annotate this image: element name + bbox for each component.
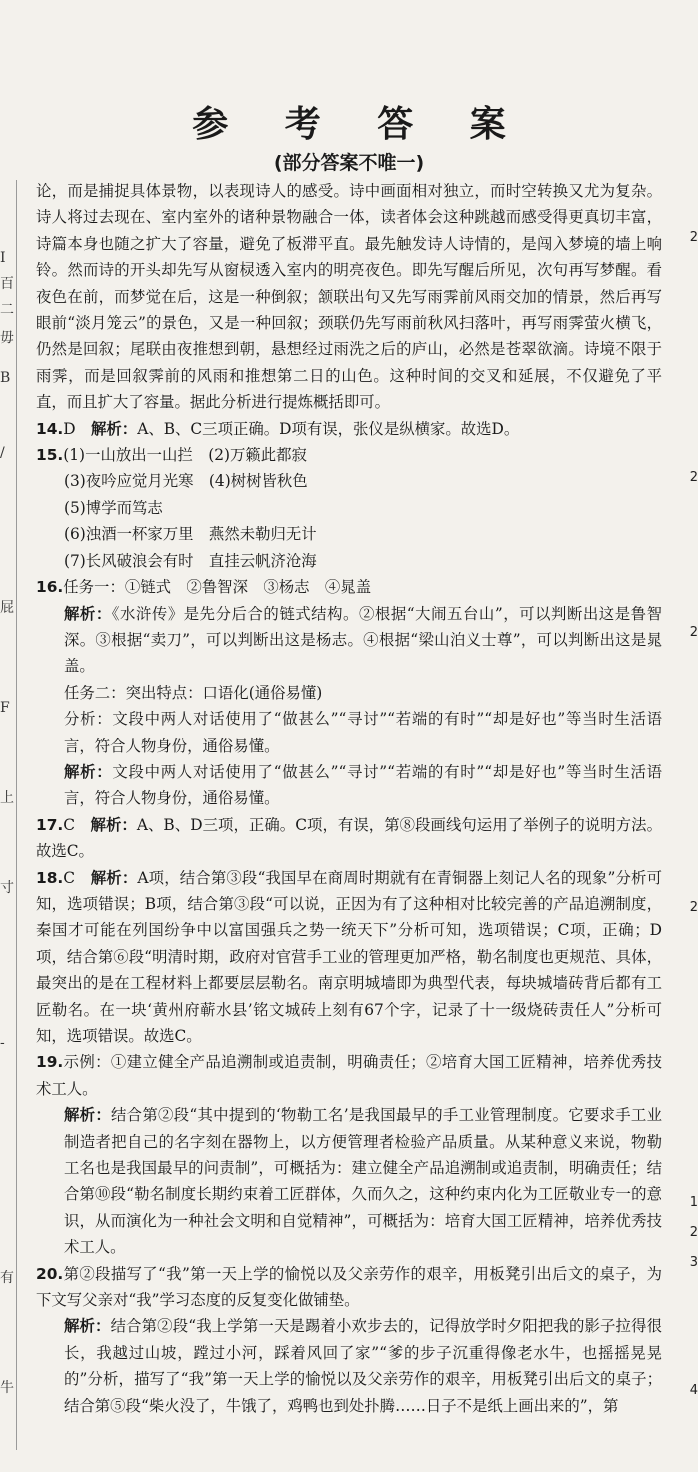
answer-15-line-3: (5)博学而笃志 bbox=[64, 498, 163, 517]
margin-char: - bbox=[0, 1035, 5, 1051]
answer-16-task2: 任务二：突出特点：口语化(通俗易懂) bbox=[64, 683, 323, 702]
question-number: 20. bbox=[36, 1264, 64, 1283]
answer-16-fenxi: 分析：文段中两人对话使用了“做甚么”“寻讨”“若端的有时”“却是好也”等当时生活语言，符合人物身份，通俗易懂。 bbox=[64, 710, 662, 755]
margin-char: 二 bbox=[0, 302, 14, 318]
answer-15-line-2: (3)夜吟应觉月光寒 (4)树树皆秋色 bbox=[64, 472, 308, 491]
analysis-label: 解析： bbox=[90, 815, 137, 834]
page-subtitle: (部分答案不唯一) bbox=[273, 152, 425, 174]
margin-char: 上 bbox=[0, 790, 14, 806]
answer-19-analysis bbox=[36, 1102, 662, 1260]
margin-number: 4 bbox=[689, 1383, 698, 1398]
margin-char: / bbox=[0, 445, 5, 461]
question-number: 17. bbox=[36, 815, 64, 834]
answer-16-analysis2 bbox=[36, 759, 662, 812]
answer-14 bbox=[36, 416, 662, 442]
margin-number: 2 bbox=[689, 470, 698, 485]
analysis-text: 《水浒传》是先分后合的链式结构。②根据“大闹五台山”，可以判断出这是鲁智深。③根据“卖刀”，可以判断出这是杨志。④根据“梁山泊义士尊”，可以判断出这是晁盖。 bbox=[64, 604, 662, 676]
analysis-label: 解析： bbox=[91, 419, 138, 438]
answer-18 bbox=[36, 865, 662, 1050]
analysis-text: 文段中两人对话使用了“做甚么”“寻讨”“若端的有时”“却是好也”等当时生活语言，符合人物身份，通俗易懂。 bbox=[64, 762, 662, 808]
margin-number: 2 bbox=[689, 900, 698, 915]
analysis-text: 结合第②段“其中提到的‘物勒工名’是我国最早的手工业管理制度。它要求手工业制造者把自己的名字刻在器物上，以方便管理者检验产品质量。从某种意义来说，物勒工名也是我国最早的问责制”，可概括为：建立健全产品追溯制或追责制，明确责任；结合第⑩段“勒名制度长期约束着工匠群体，久而久之，这种约束内化为工匠敬业专一的意识，从而演化为一种社会文明和自觉精神”，可概括为：培育大国工匠精神，培养优秀技术工人。 bbox=[64, 1106, 662, 1257]
answer-20 bbox=[36, 1261, 662, 1314]
answer-16-analysis1 bbox=[36, 601, 662, 680]
margin-char: 毋 bbox=[0, 330, 14, 346]
answer-text: 示例：①建立健全产品追溯制或追责制，明确责任；②培育大国工匠精神，培养优秀技术工人。 bbox=[36, 1053, 662, 1098]
analysis-label: 解析： bbox=[64, 604, 112, 623]
analysis-text: A、B、D三项，正确。C项，有误，第⑧段画线句运用了举例子的说明方法。故选C。 bbox=[36, 815, 662, 861]
intro-paragraph: 论，而是捕捉具体景物，以表现诗人的感受。诗中画面相对独立，而时空转换又尤为复杂。诗人将过去现在、室内室外的诸种景物融合一体，读者体会这种跳越而感受得更真切丰富，诗篇本身也随之扩大了容量，避免了板滞平直。最先触发诗人诗情的，是闯入梦境的墙上响铃。然而诗的开头却先写从窗棂透入室内的明亮夜色。即先写醒后所见，次句再写梦醒。看夜色在前，而梦觉在后，这是一种倒叙；颔联出句又先写雨霁前风雨交加的情景，然后再写眼前“淡月笼云”的景色，又是一种回叙；颈联仍先写雨前秋风扫落叶，再写雨霁萤火横飞，仍然是回叙；尾联由夜推想到朝，悬想经过雨洗之后的庐山，必然是苍翠欲滴。诗境不限于雨霁，而是回叙霁前的风雨和推想第二日的山色。这种时间的交叉和延展，不仅避免了平直，而且扩大了容量。据此分析进行提炼概括即可。 bbox=[36, 182, 662, 412]
analysis-label: 解析： bbox=[64, 1106, 112, 1125]
answer-17 bbox=[36, 812, 662, 865]
page-title: 参 考 答 案 bbox=[192, 104, 528, 145]
answer-15-line-4: (6)浊酒一杯家万里 燕然未勒归无计 bbox=[64, 525, 317, 544]
margin-char: B bbox=[0, 370, 11, 386]
answer-16-task1 bbox=[36, 574, 662, 600]
margin-number: 2 bbox=[689, 230, 698, 245]
analysis-label: 解析： bbox=[64, 762, 113, 781]
answers-body bbox=[36, 178, 662, 1419]
question-number: 16. bbox=[36, 578, 64, 597]
margin-number: 1 bbox=[689, 1195, 698, 1210]
analysis-label: 解析： bbox=[64, 1317, 111, 1336]
answer-15-line-1 bbox=[36, 442, 662, 468]
analysis-label: 解析： bbox=[90, 868, 138, 887]
margin-char: 寸 bbox=[0, 880, 14, 896]
answer-19 bbox=[36, 1049, 662, 1102]
answer-15-line-5: (7)长风破浪会有时 直挂云帆济沧海 bbox=[64, 551, 317, 570]
answer-choice: C bbox=[63, 815, 76, 834]
margin-number: 2 bbox=[689, 1225, 698, 1240]
analysis-text: A、B、C三项正确。D项有误，张仪是纵横家。故选D。 bbox=[137, 419, 520, 438]
margin-char: F bbox=[0, 700, 10, 716]
left-margin-strip bbox=[0, 180, 17, 1450]
question-number: 18. bbox=[36, 868, 64, 887]
question-number: 14. bbox=[36, 419, 64, 438]
analysis-text: 结合第②段“我上学第一天是踢着小欢步去的，记得放学时夕阳把我的影子拉得很长，我越过山坡，蹚过小河，踩着风回了家”“爹的步子沉重得像老水牛，也摇摇晃晃的”分析，描写了“我”第一天上学的愉悦以及父亲劳作的艰辛，用板凳引出后文的桌子；结合第⑤段“柴火没了，牛饿了，鸡鸭也到处扑腾……日子不是纸上画出来的”，第 bbox=[64, 1317, 662, 1415]
margin-char: 有 bbox=[0, 1270, 14, 1286]
margin-number: 2 bbox=[689, 625, 698, 640]
question-number: 19. bbox=[36, 1053, 64, 1072]
margin-char: 牛 bbox=[0, 1380, 14, 1396]
margin-char: I bbox=[0, 250, 6, 266]
answer-20-analysis bbox=[36, 1313, 662, 1419]
answer-choice: C bbox=[63, 868, 76, 887]
right-margin-strip bbox=[686, 180, 698, 1460]
analysis-text: A项，结合第③段“我国早在商周时期就有在青铜器上刻记人名的现象”分析可知，选项错误；B项，结合第③段“可以说，正因为有了这种相对比较完善的产品追溯制度，秦国才可能在列国纷争中以富国强兵之势一统天下”分析可知，选项错误；C项，正确；D项，结合第⑥段“明清时期，政府对官营手工业的管理更加严格，勒名制度也更规范、具体，最突出的是在工程材料上都要层层勒名。南京明城墙即为典型代表，每块城墙砖背后都有工匠勒名。在一块‘黄州府蕲水县’铭文城砖上刻有67个字，记录了十一级烧砖责任人”分析可知，选项错误。故选C。 bbox=[36, 868, 662, 1045]
poem-line: (1)一山放出一山拦 (2)万籁此都寂 bbox=[63, 446, 307, 465]
task-one: 任务一：①链式 ②鲁智深 ③杨志 ④晁盖 bbox=[63, 578, 372, 597]
question-number: 15. bbox=[36, 446, 64, 465]
margin-number: 3 bbox=[689, 1255, 698, 1270]
margin-char: 百 bbox=[0, 276, 14, 292]
answer-choice: D bbox=[63, 419, 76, 438]
answer-text: 第②段描写了“我”第一天上学的愉悦以及父亲劳作的艰辛，用板凳引出后文的桌子，为下文写父亲对“我”学习态度的反复变化做铺垫。 bbox=[36, 1264, 662, 1310]
margin-char: 屁 bbox=[0, 600, 14, 616]
